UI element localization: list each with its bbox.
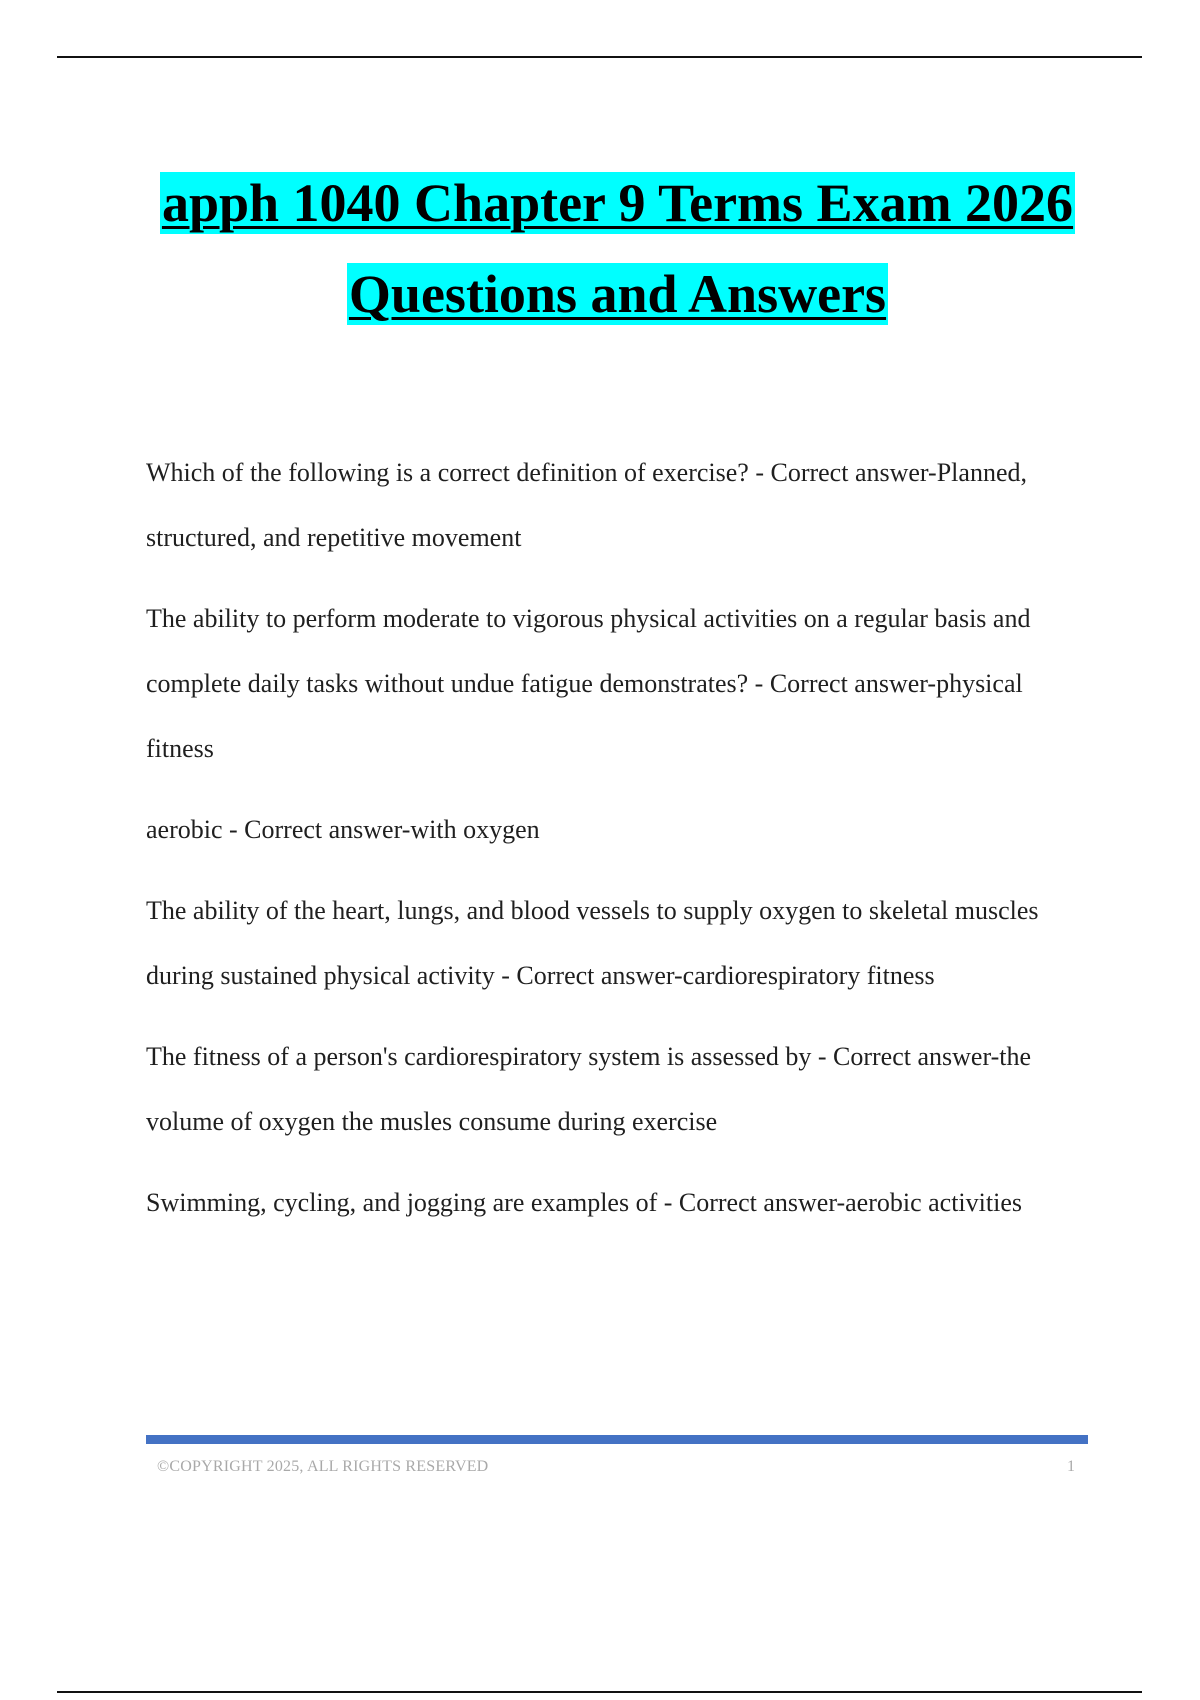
qa-list (146, 440, 1086, 1251)
qa-item: aerobic - Correct answer-with oxygen (146, 815, 540, 844)
bottom-page-rule (57, 1691, 1142, 1693)
qa-item: Swimming, cycling, and jogging are examples of - Correct answer-aerobic activities (146, 1188, 1022, 1217)
document-title (0, 172, 1200, 325)
footer-page-number: 1 (1067, 1458, 1075, 1475)
top-page-rule (57, 56, 1142, 58)
qa-item: Which of the following is a correct definition of exercise? - Correct answer-Planned, structured, and repetitive movement (146, 458, 1027, 552)
qa-item: The ability of the heart, lungs, and blood vessels to supply oxygen to skeletal muscles during sustained physical activity - Correct answer-cardiorespiratory fitness (146, 896, 1039, 990)
footer-copyright: ©COPYRIGHT 2025, ALL RIGHTS RESERVED (157, 1458, 489, 1475)
title-line-2: Questions and Answers (348, 264, 887, 324)
footer-accent-bar (146, 1435, 1088, 1444)
qa-item: The ability to perform moderate to vigorous physical activities on a regular basis and complete daily tasks without undue fatigue demonstrates? - Correct answer-physical fitness (146, 604, 1031, 763)
qa-item: The fitness of a person's cardiorespiratory system is assessed by - Correct answer-the volume of oxygen the musles consume during exercise (146, 1042, 1032, 1136)
title-line-1: apph 1040 Chapter 9 Terms Exam 2026 (161, 173, 1074, 233)
